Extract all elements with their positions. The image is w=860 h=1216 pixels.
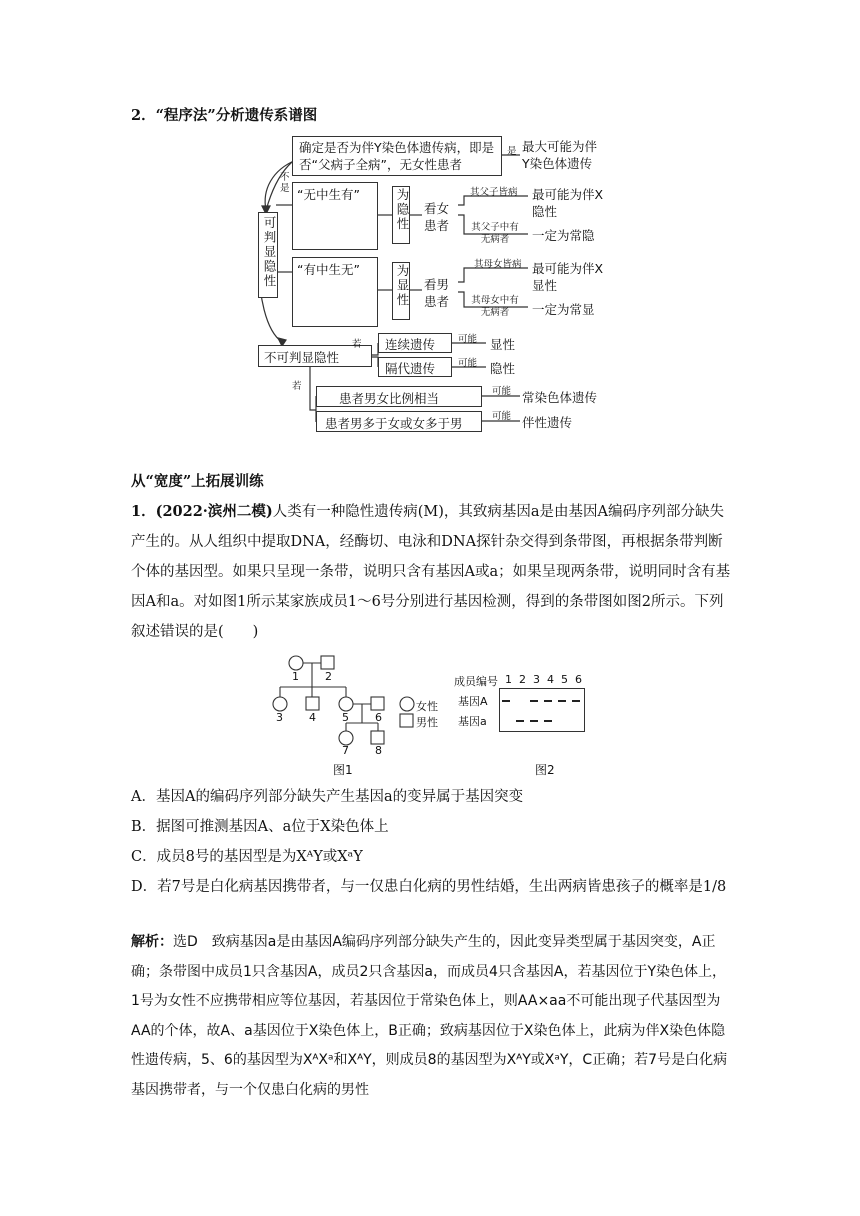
option-c: C．成员8号的基因型是为XᴬY或XᵃY xyxy=(131,849,363,865)
option-d: D．若7号是白化病基因携带者，与一仅患白化病的男性结婚，生出两病皆患孩子的概率是1/8 xyxy=(131,879,727,895)
band-A-6 xyxy=(572,700,580,702)
subheading: 从“宽度”上拓展训练 xyxy=(131,473,264,490)
is-dominant-box: 为显性 xyxy=(392,262,410,320)
band-A-5 xyxy=(558,700,566,702)
option-a: A．基因A的编码序列部分缺失产生基因a的变异属于基因突变 xyxy=(131,789,524,805)
is-recessive-box: 为隐性 xyxy=(392,186,410,244)
band-a-2 xyxy=(516,720,524,722)
band-A-1 xyxy=(502,700,510,702)
band-a-4 xyxy=(544,720,552,722)
continuous-box: 连续遗传 xyxy=(378,333,452,353)
question: 1．(2022·滨州二模)人类有一种隐性遗传病(M)，其致病基因a是由基因A编码序列部分缺失产生的。从人组织中提取DNA，经酶切、电泳和DNA探针杂交得到条带图，再根据条带判断个体的基因型。如果只呈现一条带，说明只含有基因A或a；如果呈现两条带，说明同时含有基因A和a。对如图1所示某家族成员1～6号分别进行基因检测，得到的条带图如图2所示。下列叙述错误的是( ) xyxy=(131,503,731,640)
recessive-box: “无中生有” xyxy=(292,182,378,250)
band-a-3 xyxy=(530,720,538,722)
unequal-ratio-box: 患者男多于女或女多于男 xyxy=(316,411,482,432)
option-b: B．据图可推测基因A、a位于X染色体上 xyxy=(131,819,389,835)
skip-box: 隔代遗传 xyxy=(378,357,452,377)
cannot-judge-box: 不可判显隐性 xyxy=(258,345,372,367)
analysis: 解析：选D 致病基因a是由基因A编码序列部分缺失产生的，因此变异类型属于基因突变，A正确；条带图中成员1只含基因A，成员2只含基因a，而成员4只含基因A，若基因位于Y染色体上，1号为女性不应携带相应等位基因，若基因位于常染色体上，则AA×aa不可能出现子代基因型为AA的个体，故A、a基因位于X染色体上，B正确；致病基因位于X染色体上，此病为伴X染色体隐性遗传病，5、6的基因型为XᴬXᵃ和XᴬY，则成员8的基因型为XᴬY或XᵃY，C正确；若7号是白化病基因携带者，与一个仅患白化病的男性 xyxy=(131,934,728,1098)
top-box: 确定是否为伴Y染色体遗传病，即是否“父病子全病”，无女性患者 xyxy=(292,136,502,176)
band-A-4 xyxy=(544,700,552,702)
section-title: 2．“程序法”分析遗传系谱图 xyxy=(131,107,318,124)
equal-ratio-box: 患者男女比例相当 xyxy=(316,386,482,407)
band-A-3 xyxy=(530,700,538,702)
can-judge-box: 可判显隐性 xyxy=(258,212,278,298)
dominant-box: “有中生无” xyxy=(292,257,378,327)
band-gel xyxy=(499,688,585,732)
